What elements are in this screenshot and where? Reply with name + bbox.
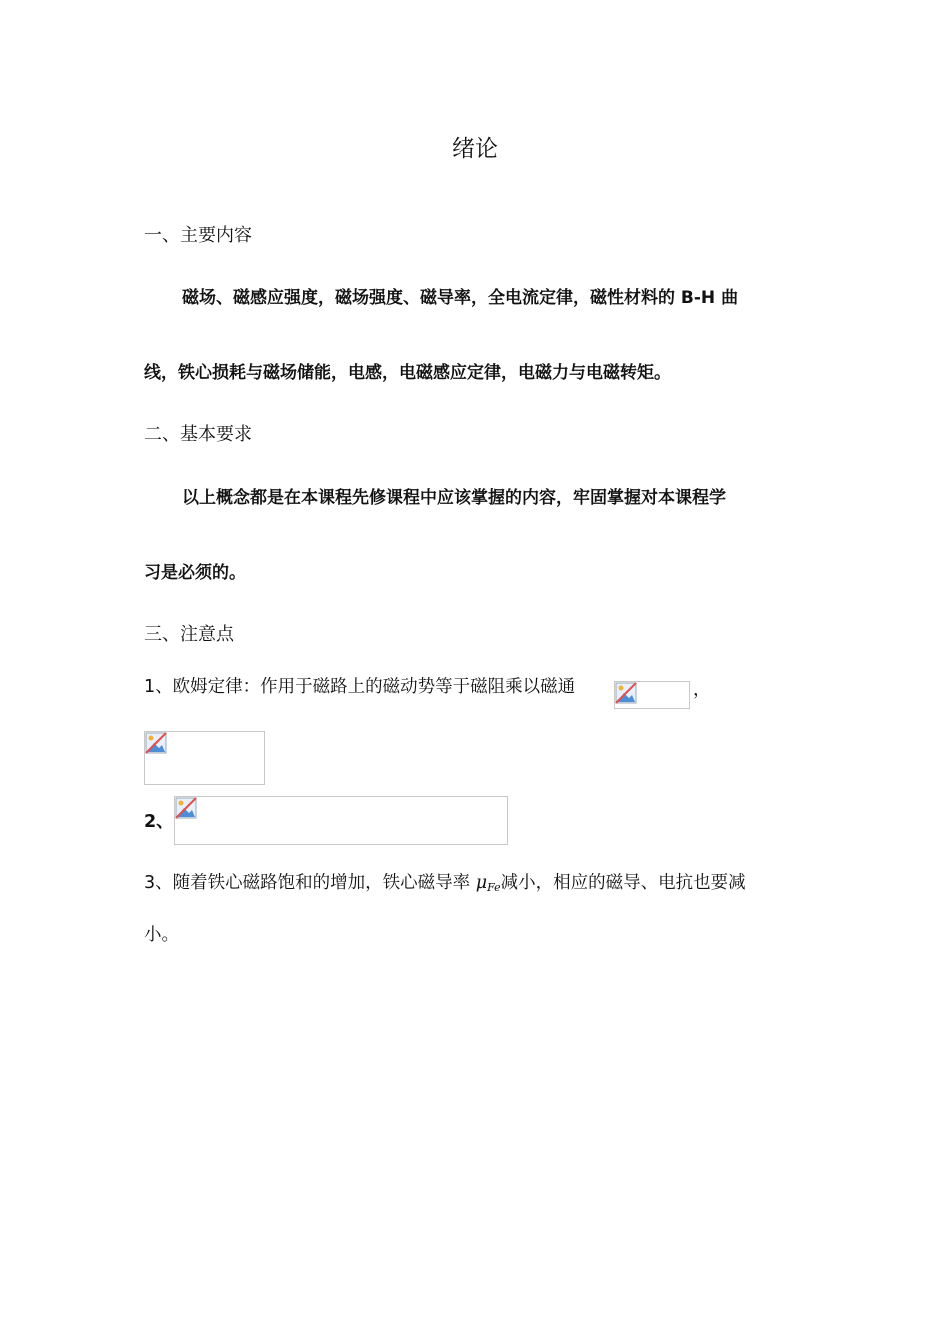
section-body-basic-requirements-line1: 以上概念都是在本课程先修课程中应该掌握的内容，牢固掌握对本课程学 (182, 488, 726, 508)
section-heading-basic-requirements: 二、基本要求 (144, 424, 252, 445)
mu-subscript: Fe (487, 881, 501, 894)
formula-image-2 (144, 731, 265, 785)
note-item-2-label: 2、 (144, 812, 174, 832)
section-heading-notes: 三、注意点 (144, 624, 234, 645)
section-heading-main-content: 一、主要内容 (144, 225, 252, 246)
page-title: 绪论 (452, 136, 498, 162)
note-item-3-line2: 小。 (144, 925, 179, 945)
note-item-1-text: 1、欧姆定律：作用于磁路上的磁动势等于磁阻乘以磁通 (144, 677, 576, 697)
broken-image-icon (145, 732, 167, 754)
section-body-main-content-line1: 磁场、磁感应强度，磁场强度、磁导率，全电流定律，磁性材料的 B-H 曲 (182, 288, 739, 308)
note-item-3-line1: 3、随着铁心磁路饱和的增加，铁心磁导率 $\mu_{Fe}$减小，相应的磁导、电抗也要减 (144, 873, 746, 894)
section-body-basic-requirements-line2: 习是必须的。 (144, 563, 246, 583)
note-item-1 (144, 673, 575, 701)
broken-image-icon (615, 682, 637, 704)
formula-image-1 (614, 681, 690, 709)
section-body-main-content-line2: 线，铁心损耗与磁场储能，电感，电磁感应定律，电磁力与电磁转矩。 (144, 363, 671, 383)
note-item-1-tail: ， (693, 680, 711, 700)
mu-symbol: μ (475, 873, 488, 893)
formula-image-3 (174, 796, 508, 845)
broken-image-icon (175, 797, 197, 819)
